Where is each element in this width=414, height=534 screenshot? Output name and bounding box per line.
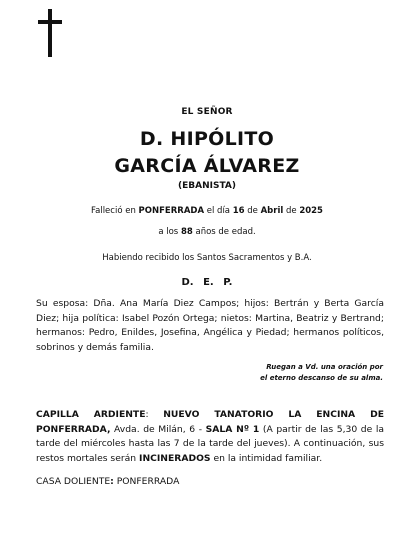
- house-line: [36, 476, 179, 487]
- chapel-place: NUEVO TANATORIO LA ENCINA DE PONFERRADA,: [36, 409, 384, 435]
- header-title: EL SEÑOR: [181, 107, 233, 117]
- death-month: Abril: [260, 206, 284, 216]
- death-place: PONFERRADA: [138, 206, 205, 216]
- chapel-paragraph: CAPILLA ARDIENTE: NUEVO TANATORIO LA ENCINA DE PONFERRADA, Avda. de Milán, 6 - SALA Nº 1 (A partir de las 5,30 de la tarde del miércoles hasta las 7 de la tarde del jueves). A continuación, sus restos mortales serán INCINERADOS en la intimidad familiar.: [36, 409, 385, 464]
- death-line: [0, 206, 414, 216]
- sacraments-line: Habiendo recibido los Santos Sacramentos y B.A.: [102, 253, 312, 263]
- dep-line: D. E. P.: [181, 277, 233, 288]
- age-suffix: años de edad.: [195, 227, 256, 237]
- house-value: PONFERRADA: [116, 476, 180, 487]
- deceased-name-line1: D. HIPÓLITO: [139, 128, 275, 150]
- house-colon: :: [110, 476, 114, 487]
- chapel-address: Avda. de Milán, 6 -: [114, 423, 203, 435]
- cross-icon: [36, 9, 66, 59]
- chapel-incinerados: INCINERADOS: [139, 452, 211, 464]
- chapel-end: en la intimidad familiar.: [213, 452, 323, 464]
- death-prefix: Falleció en: [91, 206, 136, 216]
- age-prefix: a los: [158, 227, 179, 237]
- chapel-label: CAPILLA ARDIENTE: [36, 409, 146, 420]
- chapel-hours: (A partir de las 5,30 de la tarde del miércoles hasta las 7 de la tarde del jueves). A continuación, sus restos mortales serán: [36, 423, 385, 464]
- family-paragraph: Su esposa: Dña. Ana María Diez Campos; hijos: Bertrán y Berta García Diez; hija política: Isabel Pozón Ortega; nietos: Martina, Beatriz y Bertrand; hermanos: Pedro, Enildes, Josefina, Angélica y Piedad; hermanos políticos, sobrinos y demás familia.: [36, 298, 384, 353]
- death-year: 2025: [299, 206, 323, 216]
- deceased-name-line2: GARCÍA ÁLVAREZ: [114, 155, 300, 177]
- age-line: [0, 227, 414, 237]
- prayer-line2: el eterno descanso de su alma.: [260, 374, 383, 382]
- prayer-request: [203, 362, 383, 384]
- death-day: 16: [232, 206, 245, 216]
- chapel-sala: SALA Nº 1: [205, 423, 260, 435]
- death-de2: de: [285, 206, 297, 216]
- prayer-line1: Ruegan a Vd. una oración por: [266, 363, 383, 371]
- age-value: 88: [180, 227, 193, 237]
- death-de1: de: [247, 206, 258, 216]
- deceased-profession: (EBANISTA): [178, 181, 236, 191]
- house-label: CASA DOLIENTE: [36, 476, 111, 487]
- death-mid: el día: [206, 206, 231, 216]
